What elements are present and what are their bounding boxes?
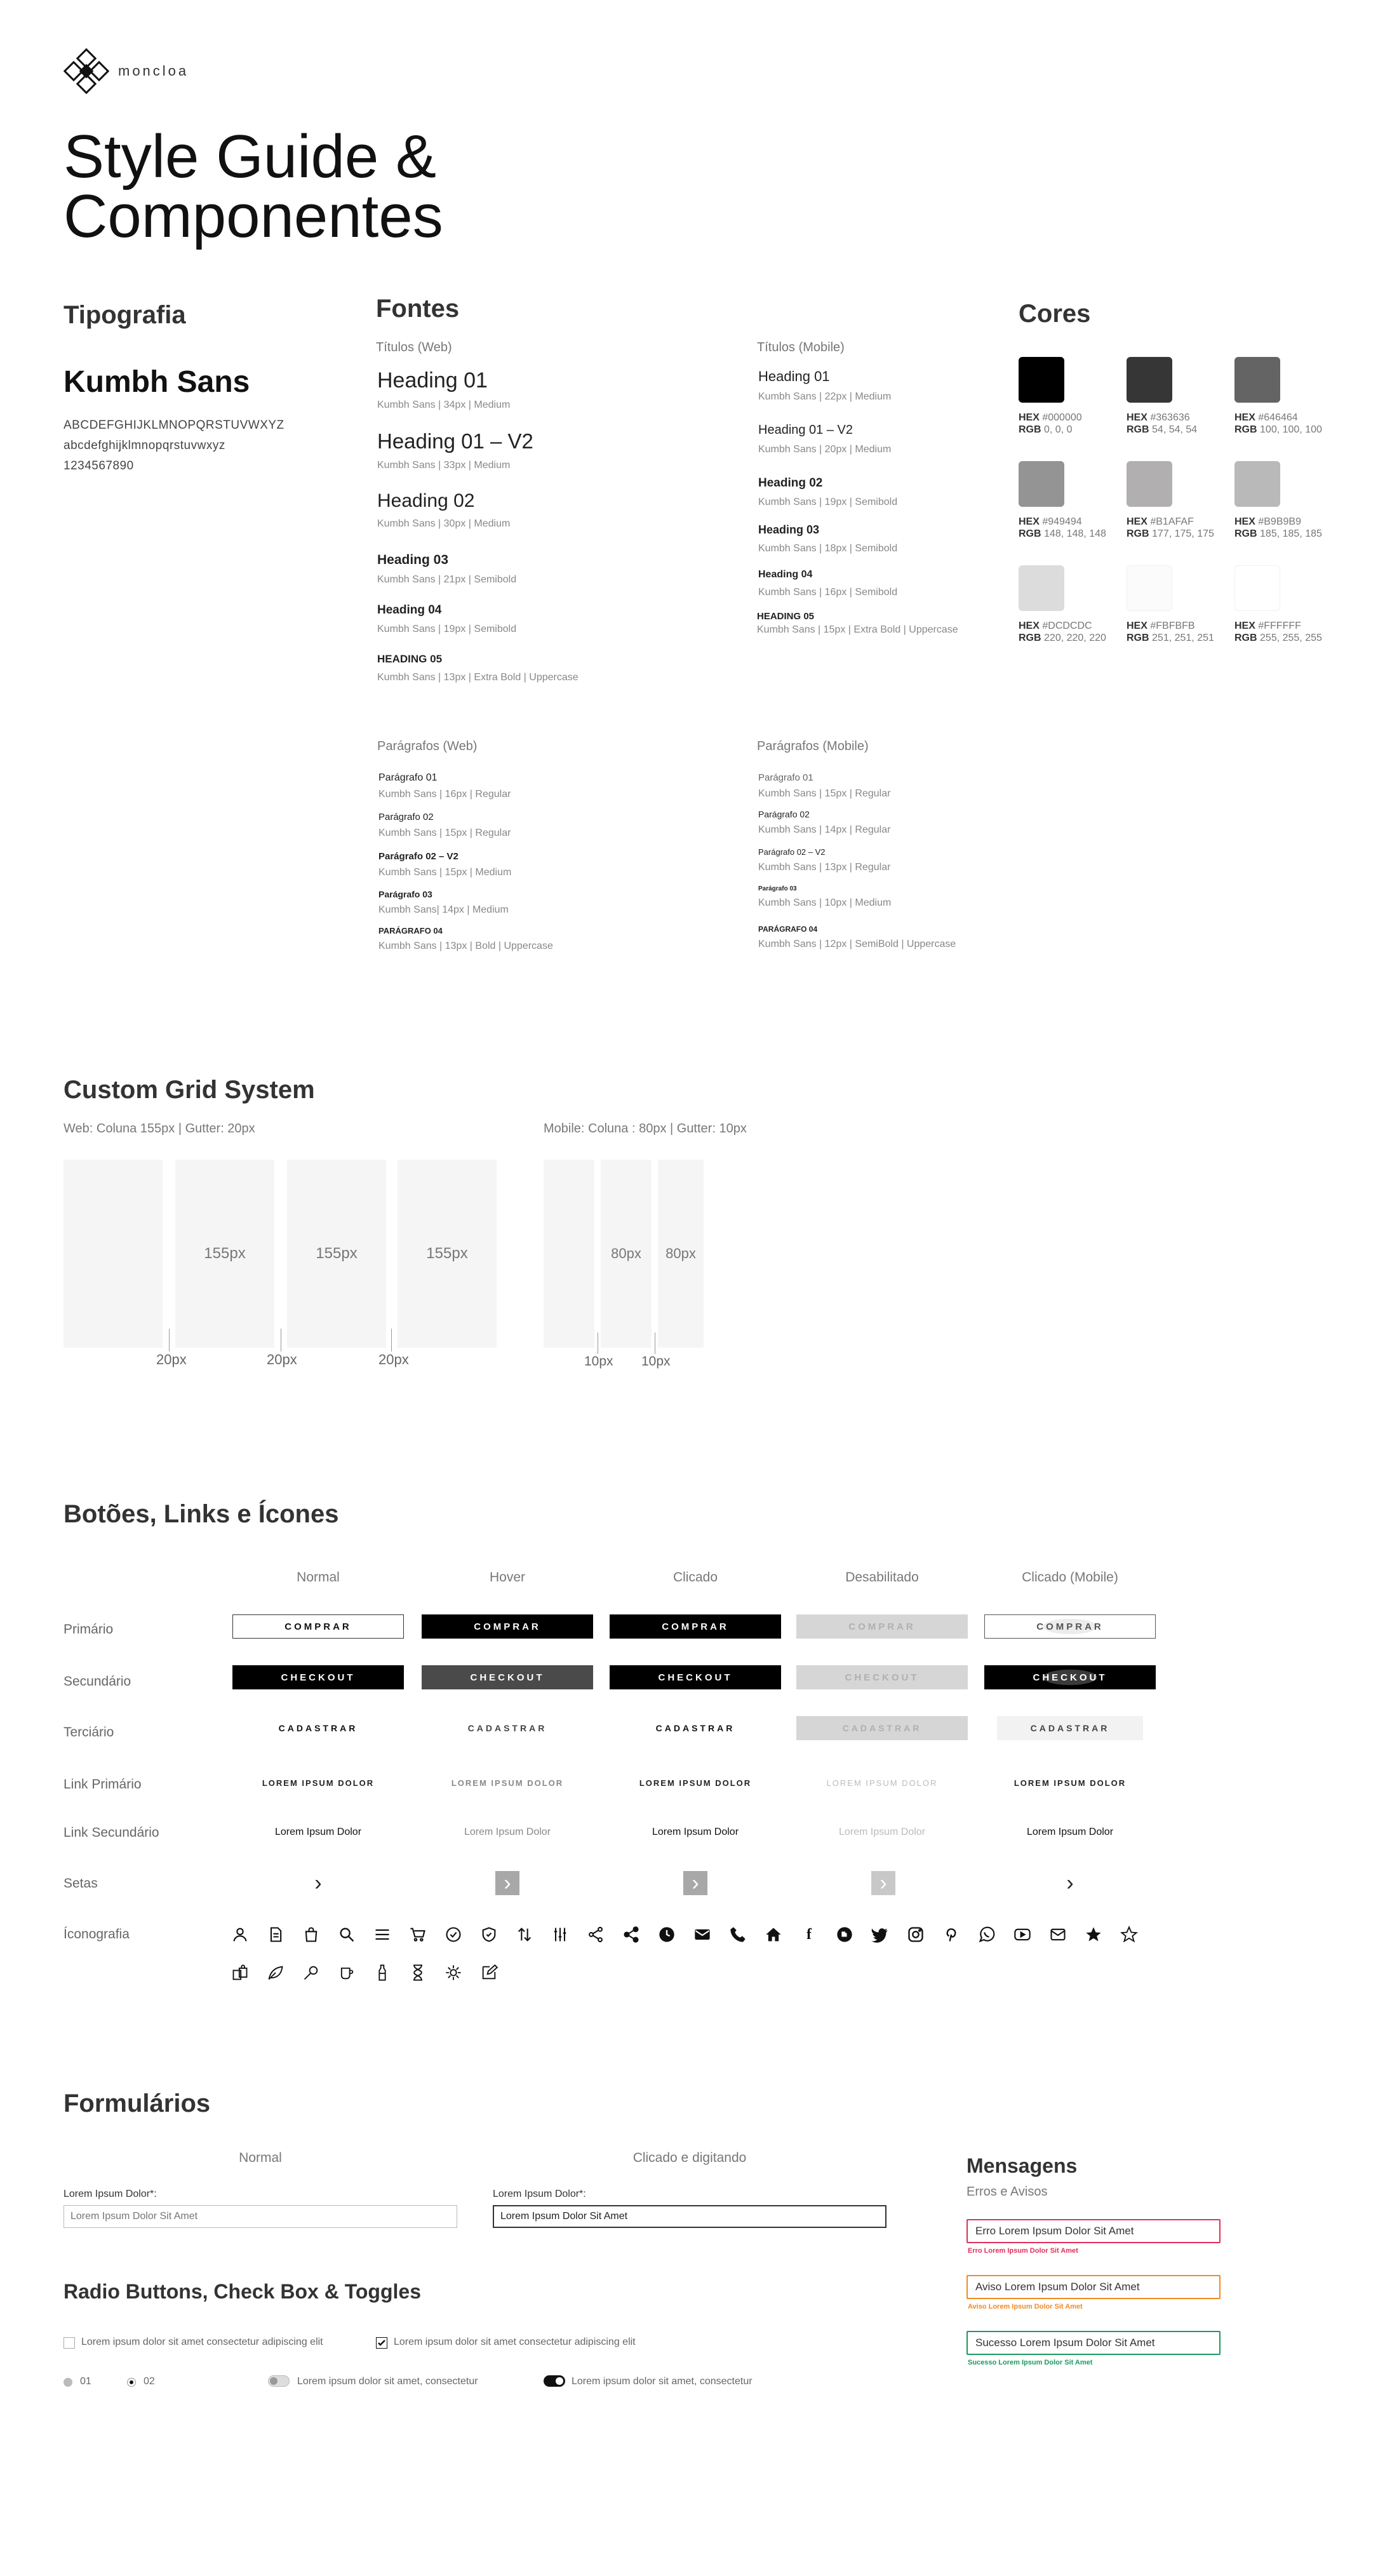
checkbox-unchecked[interactable] bbox=[64, 2337, 75, 2349]
web-titles-label: Títulos (Web) bbox=[376, 340, 452, 354]
pinterest-icon[interactable] bbox=[941, 1924, 961, 1945]
mobile-heading-05: HEADING 05 Kumbh Sans | 15px | Extra Bold | Uppercase bbox=[757, 611, 958, 635]
color-swatch bbox=[1019, 461, 1064, 507]
form-normal-label: Normal bbox=[239, 2150, 282, 2165]
mobile-paragraph-02: Parágrafo 02 Kumbh Sans | 14px | Regular bbox=[758, 809, 891, 835]
search-icon[interactable] bbox=[337, 1924, 357, 1945]
whatsapp-icon[interactable] bbox=[977, 1924, 997, 1945]
comprar-button-normal[interactable]: COMPRAR bbox=[232, 1614, 404, 1639]
comprar-button-hover[interactable]: COMPRAR bbox=[422, 1614, 593, 1639]
link-primary-disabled: LOREM IPSUM DOLOR bbox=[826, 1778, 938, 1788]
web-paragraph-04: PARÁGRAFO 04 Kumbh Sans | 13px | Bold | Uppercase bbox=[378, 926, 553, 951]
forms-title: Formulários bbox=[64, 2090, 211, 2117]
color-swatch bbox=[1234, 357, 1280, 403]
page-title: Style Guide & Componentes bbox=[64, 123, 443, 250]
error-helper-text: Erro Lorem Ipsum Dolor Sit Amet bbox=[968, 2247, 1078, 2255]
color-swatch bbox=[1019, 357, 1064, 403]
gutter-label: 10px bbox=[641, 1354, 671, 1369]
web-heading-05: HEADING 05 Kumbh Sans | 13px | Extra Bold | Uppercase bbox=[377, 653, 579, 683]
shield-icon[interactable] bbox=[479, 1924, 499, 1945]
facebook-icon[interactable]: f bbox=[806, 1926, 812, 1943]
radio-label-02: 02 bbox=[144, 2376, 155, 2387]
web-paragraph-01: Parágrafo 01 Kumbh Sans | 16px | Regular bbox=[378, 772, 511, 800]
form-active-label: Clicado e digitando bbox=[632, 2150, 747, 2165]
grid-mobile-col: 80px bbox=[658, 1160, 704, 1348]
gutter-label: 20px bbox=[267, 1352, 297, 1367]
link-secondary-hover[interactable]: Lorem Ipsum Dolor bbox=[464, 1827, 551, 1837]
checkbox-label: Lorem ipsum dolor sit amet consectetur adipiscing elit bbox=[81, 2337, 323, 2347]
mobile-paragraph-01: Parágrafo 01 Kumbh Sans | 15px | Regular bbox=[758, 772, 891, 799]
color-swatch-label: HEX #FFFFFF RGB 255, 255, 255 bbox=[1234, 621, 1322, 643]
radio-selected[interactable] bbox=[127, 2378, 136, 2387]
toggle-on[interactable] bbox=[544, 2375, 565, 2387]
row-label-arrows: Setas bbox=[64, 1876, 98, 1891]
bottle-icon[interactable] bbox=[372, 1962, 392, 1983]
web-heading-01-v2: Heading 01 – V2 Kumbh Sans | 33px | Medium bbox=[377, 429, 533, 471]
row-label-tertiary: Terciário bbox=[64, 1725, 114, 1740]
radio-unselected[interactable] bbox=[64, 2378, 72, 2387]
grid-mobile-col bbox=[544, 1160, 594, 1348]
web-paragraph-02-v2: Parágrafo 02 – V2 Kumbh Sans | 15px | Medium bbox=[378, 851, 512, 878]
font-family-name: Kumbh Sans bbox=[64, 365, 250, 399]
web-paragraph-03: Parágrafo 03 Kumbh Sans| 14px | Medium bbox=[378, 889, 509, 915]
mobile-paragraph-02-v2: Parágrafo 02 – V2 Kumbh Sans | 13px | Regular bbox=[758, 847, 891, 873]
user-icon[interactable] bbox=[230, 1924, 250, 1945]
color-swatch-label: HEX #B1AFAF RGB 177, 175, 175 bbox=[1127, 516, 1214, 539]
grid-web-col: 155px bbox=[398, 1160, 497, 1348]
cart-icon[interactable] bbox=[408, 1924, 428, 1945]
hourglass-icon[interactable] bbox=[408, 1962, 428, 1983]
color-swatch-label: HEX #FBFBFB RGB 251, 251, 251 bbox=[1127, 621, 1214, 643]
checkout-button-disabled: CHECKOUT bbox=[796, 1665, 968, 1689]
toggle-label: Lorem ipsum dolor sit amet, consectetur bbox=[572, 2376, 753, 2387]
row-label-link-secondary: Link Secundário bbox=[64, 1825, 159, 1840]
color-swatch-label: HEX #B9B9B9 RGB 185, 185, 185 bbox=[1234, 516, 1322, 539]
logo-icon bbox=[64, 48, 109, 94]
checkout-button-normal[interactable]: CHECKOUT bbox=[232, 1665, 404, 1689]
grid-mobile-col: 80px bbox=[601, 1160, 652, 1348]
mail-outline-icon[interactable] bbox=[1048, 1924, 1068, 1945]
col-head-disabled: Desabilitado bbox=[845, 1570, 919, 1585]
grid-web-label: Web: Coluna 155px | Gutter: 20px bbox=[64, 1122, 255, 1136]
color-swatch-label: HEX #000000 RGB 0, 0, 0 bbox=[1019, 412, 1082, 435]
color-swatch bbox=[1127, 357, 1172, 403]
share-outline-icon[interactable] bbox=[585, 1924, 606, 1945]
cadastrar-button-disabled: CADASTRAR bbox=[796, 1716, 968, 1740]
checkout-button-hover[interactable]: CHECKOUT bbox=[422, 1665, 593, 1689]
field-label: Lorem Ipsum Dolor*: bbox=[493, 2189, 586, 2199]
color-swatch bbox=[1127, 565, 1172, 611]
success-helper-text: Sucesso Lorem Ipsum Dolor Sit Amet bbox=[968, 2359, 1093, 2366]
grid-mobile-label: Mobile: Coluna : 80px | Gutter: 10px bbox=[544, 1122, 747, 1136]
leaf-icon[interactable] bbox=[265, 1962, 286, 1983]
grid-web-col bbox=[64, 1160, 163, 1348]
link-primary-clicked[interactable]: LOREM IPSUM DOLOR bbox=[639, 1778, 752, 1788]
radio-label-01: 01 bbox=[80, 2376, 91, 2387]
checkout-button-mobile[interactable]: CHECKOUT bbox=[984, 1665, 1156, 1689]
checkbox-checked[interactable] bbox=[376, 2337, 387, 2349]
font-sample bbox=[64, 415, 284, 476]
share-icon[interactable] bbox=[621, 1924, 641, 1945]
success-message-box[interactable]: Sucesso Lorem Ipsum Dolor Sit Amet bbox=[967, 2331, 1221, 2355]
menu-icon[interactable] bbox=[372, 1924, 392, 1945]
mobile-heading-04: Heading 04 Kumbh Sans | 16px | Semibold bbox=[758, 569, 898, 598]
cup-icon[interactable] bbox=[337, 1962, 357, 1983]
web-heading-02: Heading 02 Kumbh Sans | 30px | Medium bbox=[377, 490, 511, 529]
row-label-link-primary: Link Primário bbox=[64, 1777, 142, 1792]
color-swatch-label: HEX #DCDCDC RGB 220, 220, 220 bbox=[1019, 621, 1106, 643]
col-head-clicked: Clicado bbox=[672, 1570, 718, 1585]
link-primary-hover[interactable]: LOREM IPSUM DOLOR bbox=[451, 1778, 564, 1788]
cadastrar-button-mobile[interactable]: CADASTRAR bbox=[997, 1716, 1143, 1740]
edit-icon[interactable] bbox=[479, 1962, 499, 1983]
checkout-button-clicked[interactable]: CHECKOUT bbox=[610, 1665, 781, 1689]
color-swatch bbox=[1127, 461, 1172, 507]
bag-icon[interactable] bbox=[301, 1924, 321, 1945]
col-head-hover: Hover bbox=[489, 1570, 526, 1585]
mobile-heading-01-v2: Heading 01 – V2 Kumbh Sans | 20px | Medium bbox=[758, 423, 892, 455]
cores-title: Cores bbox=[1019, 300, 1091, 328]
gutter-label: 20px bbox=[378, 1352, 409, 1367]
grid-web-col: 155px bbox=[287, 1160, 386, 1348]
messages-title: Mensagens bbox=[967, 2154, 1078, 2177]
web-heading-04: Heading 04 Kumbh Sans | 19px | Semibold bbox=[377, 603, 517, 634]
comprar-button-disabled: COMPRAR bbox=[796, 1614, 968, 1639]
comprar-button-clicked[interactable]: COMPRAR bbox=[610, 1614, 781, 1639]
field-label: Lorem Ipsum Dolor*: bbox=[64, 2189, 157, 2199]
arrow-button-clicked[interactable]: › bbox=[683, 1871, 707, 1895]
magnifier-tool-icon[interactable] bbox=[301, 1962, 321, 1983]
link-secondary-mobile[interactable]: Lorem Ipsum Dolor bbox=[1026, 1827, 1114, 1837]
color-swatch-label: HEX #949494 RGB 148, 148, 148 bbox=[1019, 516, 1106, 539]
mobile-heading-01: Heading 01 Kumbh Sans | 22px | Medium bbox=[758, 368, 892, 402]
text-input-active[interactable]: Lorem Ipsum Dolor Sit Amet bbox=[493, 2205, 886, 2228]
comprar-button-mobile[interactable]: COMPRAR bbox=[984, 1614, 1156, 1639]
cadastrar-button-hover[interactable]: CADASTRAR bbox=[467, 1723, 547, 1733]
toggle-label: Lorem ipsum dolor sit amet, consectetur bbox=[297, 2376, 478, 2387]
instagram-icon[interactable] bbox=[906, 1924, 926, 1945]
check-circle-icon[interactable] bbox=[443, 1924, 464, 1945]
row-label-icons: Íconografia bbox=[64, 1927, 130, 1942]
color-swatch bbox=[1234, 565, 1280, 611]
messages-subtitle: Erros e Avisos bbox=[967, 2185, 1048, 2199]
controls-title: Radio Buttons, Check Box & Toggles bbox=[64, 2280, 421, 2303]
star-filled-icon[interactable] bbox=[1083, 1924, 1104, 1945]
sort-icon[interactable] bbox=[514, 1924, 535, 1945]
logo-text: moncloa bbox=[118, 63, 189, 79]
clock-icon[interactable] bbox=[657, 1924, 677, 1945]
grid-title: Custom Grid System bbox=[64, 1076, 315, 1104]
gutter-label: 20px bbox=[156, 1352, 187, 1367]
font-numbers: 1234567890 bbox=[64, 459, 134, 473]
mail-icon[interactable] bbox=[692, 1924, 712, 1945]
mobile-paragraph-04: PARÁGRAFO 04 Kumbh Sans | 12px | SemiBold | Uppercase bbox=[758, 925, 956, 949]
sparkle-icon[interactable] bbox=[443, 1962, 464, 1983]
mobile-paragraph-03: Parágrafo 03 Kumbh Sans | 10px | Medium bbox=[758, 885, 892, 908]
warning-message-box[interactable]: Aviso Lorem Ipsum Dolor Sit Amet bbox=[967, 2275, 1221, 2299]
star-outline-icon[interactable] bbox=[1119, 1924, 1139, 1945]
link-secondary-clicked[interactable]: Lorem Ipsum Dolor bbox=[652, 1827, 739, 1837]
link-secondary-normal[interactable]: Lorem Ipsum Dolor bbox=[274, 1827, 362, 1837]
tipografia-title: Tipografia bbox=[64, 301, 186, 329]
arrow-button-normal[interactable]: › bbox=[314, 1870, 322, 1895]
color-swatch-label: HEX #363636 RGB 54, 54, 54 bbox=[1127, 412, 1198, 435]
phone-icon[interactable] bbox=[728, 1924, 748, 1945]
arrow-button-hover[interactable]: › bbox=[495, 1871, 519, 1895]
col-head-normal: Normal bbox=[297, 1570, 340, 1585]
logo[interactable] bbox=[64, 48, 189, 94]
color-swatch bbox=[1019, 565, 1064, 611]
toggle-off[interactable] bbox=[268, 2375, 290, 2387]
web-heading-01: Heading 01 Kumbh Sans | 34px | Medium bbox=[377, 368, 511, 410]
mobile-titles-label: Títulos (Mobile) bbox=[757, 340, 845, 354]
link-primary-normal[interactable]: LOREM IPSUM DOLOR bbox=[262, 1778, 375, 1788]
shopping-bags-icon[interactable] bbox=[230, 1962, 250, 1983]
document-icon[interactable] bbox=[265, 1924, 286, 1945]
cadastrar-button-normal[interactable]: CADASTRAR bbox=[278, 1723, 358, 1733]
gutter-label: 10px bbox=[584, 1354, 613, 1369]
mobile-par-label: Parágrafos (Mobile) bbox=[757, 739, 869, 753]
fontes-title: Fontes bbox=[376, 295, 460, 323]
color-swatch-label: HEX #646464 RGB 100, 100, 100 bbox=[1234, 412, 1322, 435]
checkbox-label: Lorem ipsum dolor sit amet consectetur adipiscing elit bbox=[394, 2337, 636, 2347]
blog-icon[interactable] bbox=[834, 1924, 855, 1945]
text-input-normal[interactable] bbox=[64, 2205, 457, 2228]
grid-web-col: 155px bbox=[175, 1160, 274, 1348]
color-swatch bbox=[1234, 461, 1280, 507]
link-secondary-disabled: Lorem Ipsum Dolor bbox=[838, 1827, 926, 1837]
filter-icon[interactable] bbox=[550, 1924, 570, 1945]
font-uppercase: ABCDEFGHIJKLMNOPQRSTUVWXYZ bbox=[64, 419, 284, 432]
buttons-title: Botões, Links e Ícones bbox=[64, 1500, 339, 1528]
link-primary-mobile[interactable]: LOREM IPSUM DOLOR bbox=[1013, 1778, 1127, 1788]
font-lowercase: abcdefghijklmnopqrstuvwxyz bbox=[64, 439, 225, 452]
error-message-box[interactable]: Erro Lorem Ipsum Dolor Sit Amet bbox=[967, 2219, 1221, 2243]
row-label-secondary: Secundário bbox=[64, 1674, 131, 1689]
arrow-button-disabled: › bbox=[871, 1871, 895, 1895]
mobile-heading-02: Heading 02 Kumbh Sans | 19px | Semibold bbox=[758, 476, 898, 507]
web-paragraph-02: Parágrafo 02 Kumbh Sans | 15px | Regular bbox=[378, 812, 511, 838]
mobile-heading-03: Heading 03 Kumbh Sans | 18px | Semibold bbox=[758, 523, 898, 554]
warning-helper-text: Aviso Lorem Ipsum Dolor Sit Amet bbox=[968, 2303, 1083, 2311]
row-label-primary: Primário bbox=[64, 1622, 114, 1637]
twitter-icon[interactable] bbox=[870, 1924, 890, 1945]
home-icon[interactable] bbox=[763, 1924, 784, 1945]
cadastrar-button-clicked[interactable]: CADASTRAR bbox=[655, 1723, 735, 1733]
arrow-button-mobile[interactable]: › bbox=[1066, 1870, 1074, 1895]
youtube-icon[interactable] bbox=[1012, 1924, 1033, 1945]
web-heading-03: Heading 03 Kumbh Sans | 21px | Semibold bbox=[377, 553, 517, 585]
col-head-mobile: Clicado (Mobile) bbox=[1022, 1570, 1118, 1585]
web-par-label: Parágrafos (Web) bbox=[377, 739, 478, 753]
